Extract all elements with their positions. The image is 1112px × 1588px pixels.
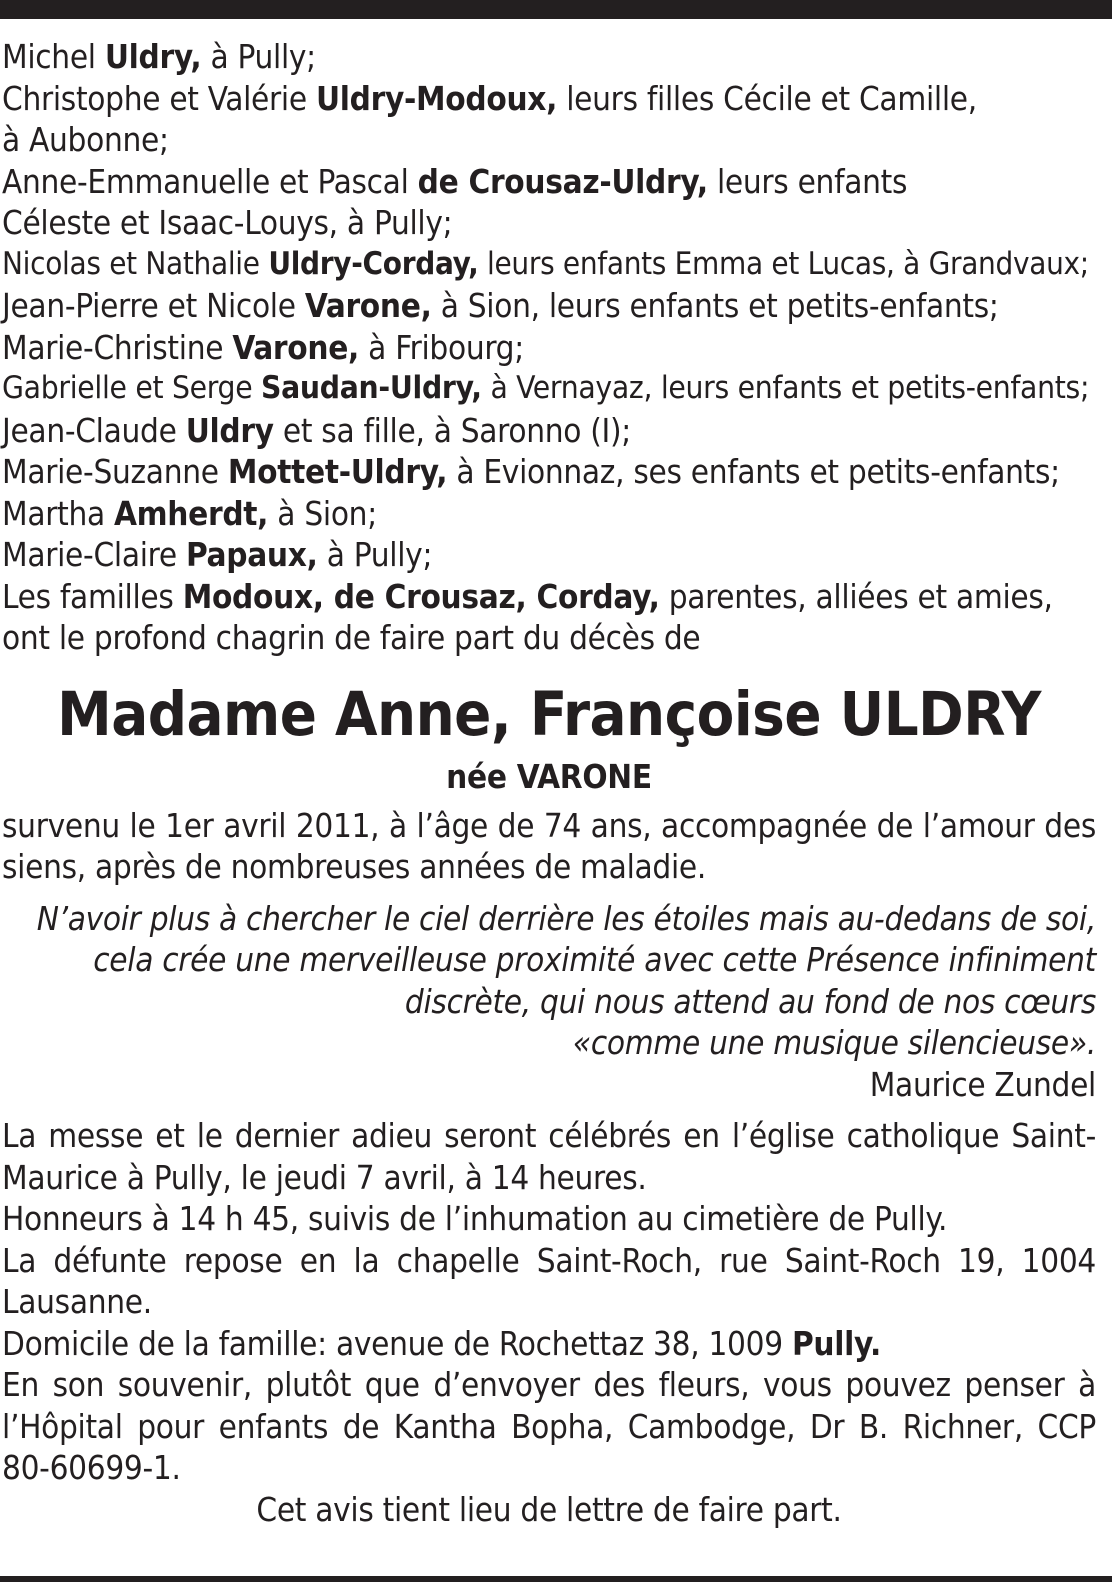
family-name: Modoux, de Crousaz, Corday, <box>182 576 660 616</box>
donation-info: En son souvenir, plutôt que d’envoyer des fleurs, vous pouvez penser à l’Hôpital pour enfants de Kantha Bopha, Cambodge, Dr B. Richner, CCP 80-60699-1. <box>2 1365 1096 1487</box>
quote-line: cela crée une merveilleuse proximité avec cette Présence infiniment <box>93 940 1096 979</box>
ceremony-info: La messe et le dernier adieu seront célébrés en l’église catholique Saint-Maurice à Pully, le jeudi 7 avril, à 14 heures. <box>2 1116 1096 1197</box>
family-line: Anne-Emmanuelle et Pascal de Crousaz-Uldry, leurs enfants <box>2 161 908 201</box>
obituary-content <box>2 36 1096 1530</box>
death-notice: survenu le 1er avril 2011, à l’âge de 74 ans, accompagnée de l’amour des siens, après de nombreuses années de maladie. <box>2 805 1096 886</box>
bottom-rule <box>0 1576 1112 1582</box>
family-line: Marie-Christine Varone, à Fribourg; <box>2 327 524 367</box>
family-line: Nicolas et Nathalie Uldry-Corday, leurs enfants Emma et Lucas, à Grandvaux; <box>2 245 1089 282</box>
quote-line: N’avoir plus à chercher le ciel derrière les étoiles mais au-dedans de soi, <box>36 898 1096 938</box>
family-name: Varone, <box>232 327 360 367</box>
family-name: Mottet-Uldry, <box>227 452 448 491</box>
family-name: Amherdt, <box>113 493 269 533</box>
maiden-name: née VARONE <box>446 756 652 796</box>
domicile-info: Domicile de la famille: avenue de Rochettaz 38, 1009 Pully. <box>2 1323 881 1363</box>
family-name: Uldry-Modoux, <box>315 78 558 118</box>
family-line: Gabrielle et Serge Saudan-Uldry, à Vernayaz, leurs enfants et petits-enfants; <box>2 370 1090 406</box>
family-name: Papaux, <box>185 535 318 574</box>
family-name: de Crousaz-Uldry, <box>417 161 708 201</box>
closing-line: Cet avis tient lieu de lettre de faire part. <box>256 1489 842 1529</box>
family-line: Michel Uldry, à Pully; <box>2 37 316 76</box>
family-name: Uldry <box>185 410 274 450</box>
family-line: Jean-Claude Uldry et sa fille, à Saronno (I); <box>2 410 631 450</box>
family-line: ont le profond chagrin de faire part du décès de <box>2 618 701 657</box>
family-line: Christophe et Valérie Uldry-Modoux, leurs filles Cécile et Camille, <box>2 78 977 118</box>
spacer <box>2 1105 1096 1115</box>
family-name: Uldry-Corday, <box>268 245 479 282</box>
quote-author: Maurice Zundel <box>869 1064 1096 1104</box>
family-line: Jean-Pierre et Nicole Varone, à Sion, leurs enfants et petits-enfants; <box>2 286 999 325</box>
quote-line: discrète, qui nous attend au fond de nos cœurs <box>404 981 1096 1021</box>
family-name: Varone, <box>304 286 432 325</box>
family-line: Martha Amherdt, à Sion; <box>2 493 377 533</box>
family-line: Céleste et Isaac-Louys, à Pully; <box>2 203 453 242</box>
family-line: Marie-Suzanne Mottet-Uldry, à Evionnaz, ses enfants et petits-enfants; <box>2 452 1060 491</box>
family-line: Marie-Claire Papaux, à Pully; <box>2 535 433 574</box>
quote-line: «comme une musique silencieuse». <box>572 1023 1096 1062</box>
top-rule <box>0 0 1112 19</box>
family-name: Uldry, <box>104 37 202 76</box>
family-name: Saudan-Uldry, <box>261 370 482 406</box>
quote-block <box>2 898 1096 1106</box>
honors-info: Honneurs à 14 h 45, suivis de l’inhumation au cimetière de Pully. <box>2 1199 948 1238</box>
domicile-city: Pully. <box>791 1323 881 1363</box>
deceased-name: Madame Anne, Françoise ULDRY <box>57 678 1041 750</box>
family-line: à Aubonne; <box>2 120 169 159</box>
rests-info: La défunte repose en la chapelle Saint-Roch, rue Saint-Roch 19, 1004 Lausanne. <box>2 1240 1096 1321</box>
family-line: Les familles Modoux, de Crousaz, Corday, parentes, alliées et amies, <box>2 576 1053 616</box>
family-list <box>2 36 1096 659</box>
